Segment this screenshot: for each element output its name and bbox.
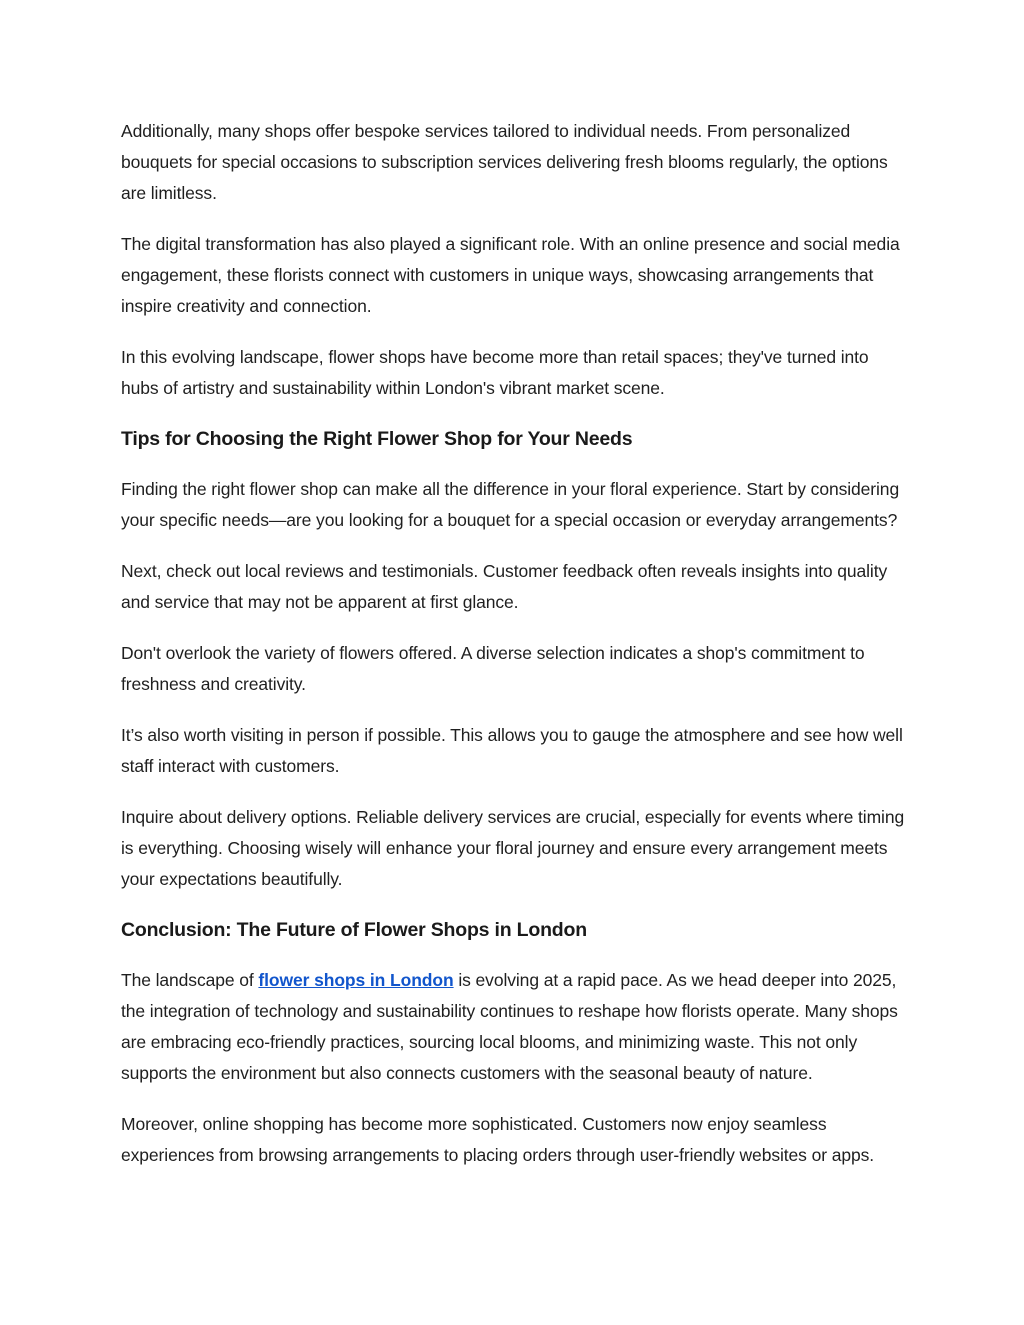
flower-shops-london-link[interactable]: flower shops in London [258, 970, 454, 990]
paragraph-digital-transformation: The digital transformation has also played a significant role. With an online presence and social media engagement, these florists connect with customers in unique ways, showcasing arrangements that inspire creativity and connection. [121, 234, 900, 316]
paragraph-landscape-future [121, 965, 907, 1089]
document-page [121, 116, 907, 1191]
paragraph-bespoke-services: Additionally, many shops offer bespoke services tailored to individual needs. From personalized bouquets for special occasions to subscription services delivering fresh blooms regularly, the options are limitless. [121, 121, 888, 203]
paragraph-delivery-options: Inquire about delivery options. Reliable delivery services are crucial, especially for events where timing is everything. Choosing wisely will enhance your floral journey and ensure every arrangement meets your expectations beautifully. [121, 807, 905, 889]
paragraph-text-after-link: is evolving at a rapid pace. As we head deeper into 2025, the integration of technology and sustainability continues to reshape how florists operate. Many shops are embracing eco-friendly practices, sourcing local blooms, and minimizing waste. This not only supports the environment but also connects customers with the seasonal beauty of nature. [121, 970, 898, 1083]
paragraph-text-before-link: The landscape of [121, 970, 259, 990]
heading-tips-choosing-shop: Tips for Choosing the Right Flower Shop for Your Needs [121, 428, 633, 450]
paragraph-finding-right-shop: Finding the right flower shop can make all the difference in your floral experience. Start by considering your specific needs—are you looking for a bouquet for a special occasion or everyday arrangements? [121, 479, 900, 530]
heading-conclusion: Conclusion: The Future of Flower Shops in London [121, 919, 587, 941]
paragraph-variety-of-flowers: Don't overlook the variety of flowers offered. A diverse selection indicates a shop's commitment to freshness and creativity. [121, 643, 865, 694]
paragraph-evolving-landscape: In this evolving landscape, flower shops have become more than retail spaces; they've turned into hubs of artistry and sustainability within London's vibrant market scene. [121, 347, 869, 398]
paragraph-check-reviews: Next, check out local reviews and testimonials. Customer feedback often reveals insights into quality and service that may not be apparent at first glance. [121, 561, 888, 612]
paragraph-online-shopping: Moreover, online shopping has become more sophisticated. Customers now enjoy seamless experiences from browsing arrangements to placing orders through user-friendly websites or apps. [121, 1114, 875, 1165]
paragraph-visit-in-person: It’s also worth visiting in person if possible. This allows you to gauge the atmosphere and see how well staff interact with customers. [121, 725, 903, 776]
